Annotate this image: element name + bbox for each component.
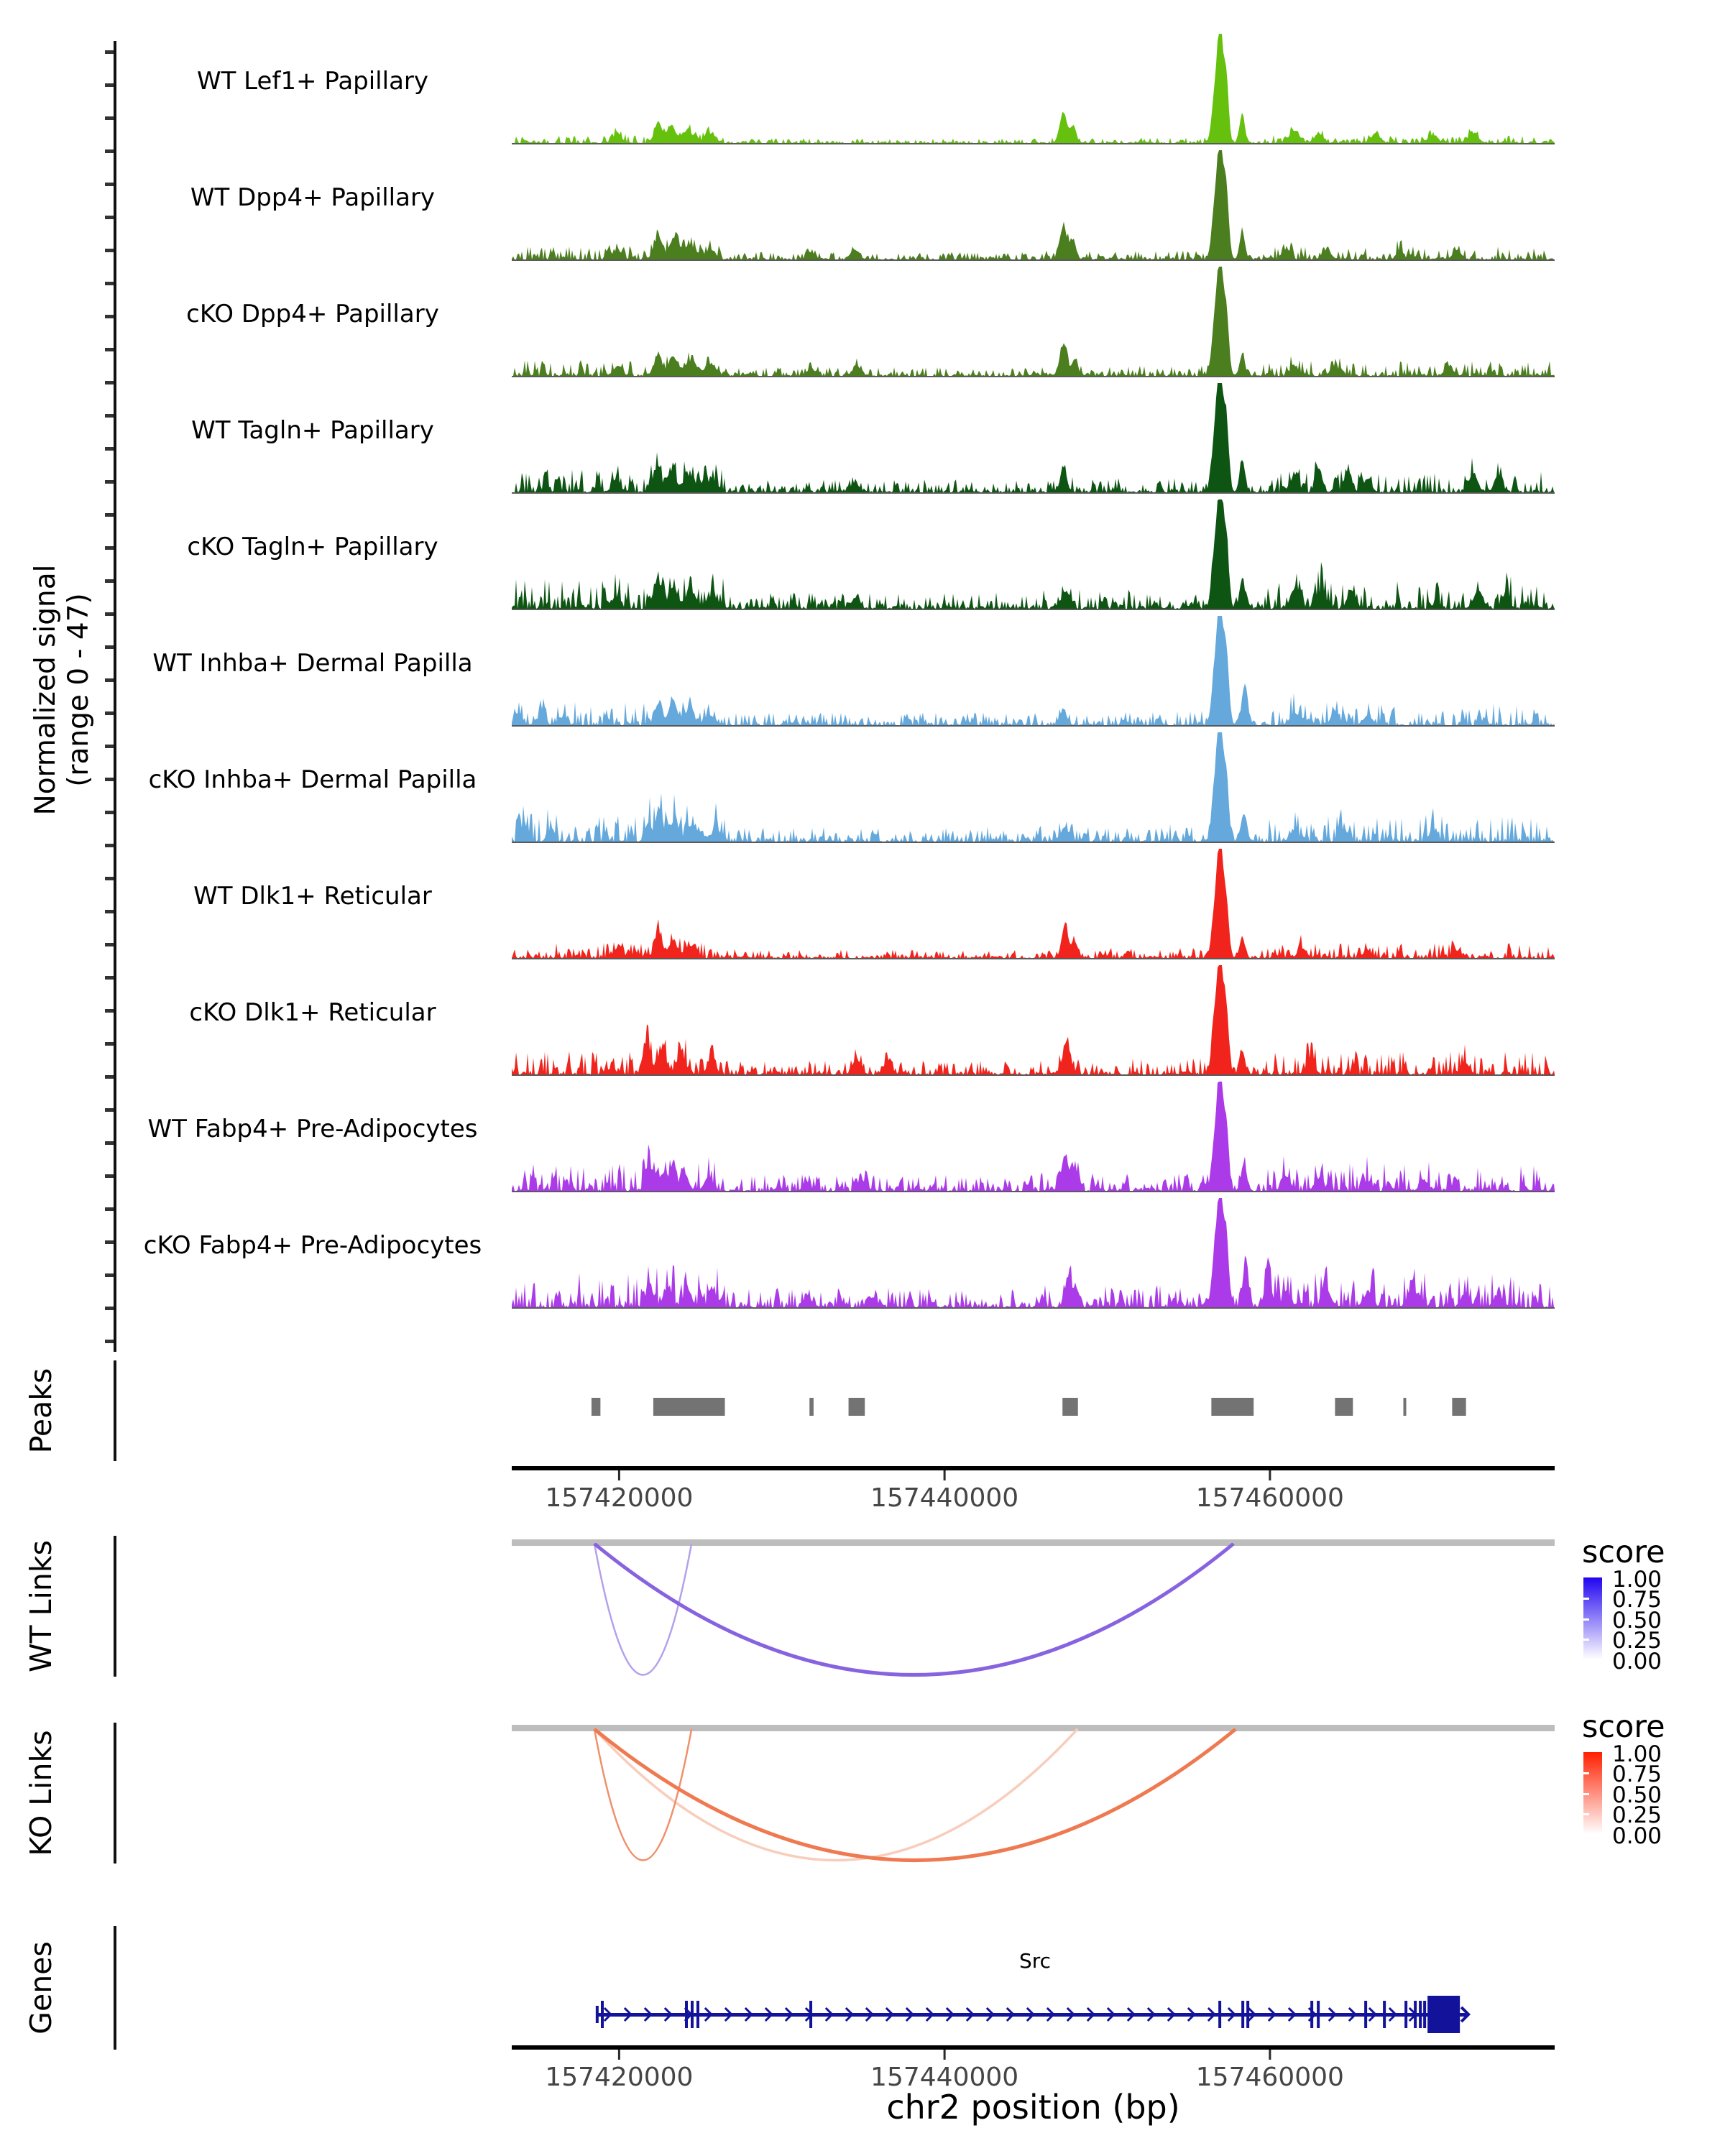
track-baseline-8 [512,1074,1555,1076]
peak-region-3 [849,1398,865,1416]
ko-links-arcs [0,1728,1725,1872]
track-signal-10 [512,1198,1555,1309]
ko-legend-label-3: 0.50 [1612,1782,1662,1808]
track-label-9: WT Fabp4+ Pre-Adipocytes [147,1115,478,1143]
ko-links-section-label: KO Links [24,1730,58,1856]
track-signal-0 [512,34,1555,144]
peak-region-2 [809,1398,814,1416]
genome-axis-tick [618,1470,620,1480]
track-label-7: WT Dlk1+ Reticular [193,882,432,911]
genome-axis-line [512,1466,1555,1470]
wt-legend-label-2: 0.75 [1612,1587,1662,1613]
wt-legend-title: score [1582,1534,1665,1570]
ko-legend-label-4: 0.25 [1612,1802,1662,1828]
track-baseline-3 [512,492,1555,494]
axis-tick-label-1: 157440000 [870,2063,1019,2092]
wt-link-arc-0 [594,1544,691,1675]
genome-axis-tick [618,2050,620,2060]
genome-axis-tick [944,2050,946,2060]
ko-legend-title: score [1582,1709,1665,1745]
peak-region-1 [653,1398,725,1416]
wt-legend-label-1: 1.00 [1612,1567,1662,1593]
wt-link-arc-1 [594,1544,1233,1675]
axis-tick-label-0: 157420000 [545,1483,694,1513]
track-signal-7 [512,849,1555,959]
peak-region-0 [592,1398,600,1416]
track-signal-9 [512,1082,1555,1192]
genes-section-label: Genes [24,1941,58,2035]
genome-axis-tick [1269,1470,1271,1480]
gene-utr-block [1427,1996,1460,2033]
track-label-0: WT Lef1+ Papillary [196,67,429,96]
track-baseline-0 [512,143,1555,144]
peak-region-6 [1335,1398,1353,1416]
wt-links-section-label: WT Links [24,1540,58,1672]
track-signal-3 [512,383,1555,494]
track-baseline-1 [512,259,1555,261]
track-signal-6 [512,732,1555,843]
genome-axis-tick [944,1470,946,1480]
wt-legend-label-3: 0.50 [1612,1608,1662,1634]
wt-links-legend [1578,1534,1725,1674]
track-baseline-5 [512,725,1555,727]
track-baseline-4 [512,609,1555,610]
track-label-8: cKO Dlk1+ Reticular [189,998,436,1027]
track-label-10: cKO Fabp4+ Pre-Adipocytes [143,1231,482,1260]
track-signal-2 [512,267,1555,377]
y-axis-label-line2: (range 0 - 47) [63,593,95,787]
peak-region-5 [1211,1398,1254,1416]
y-axis-label-line1: Normalized signal [29,564,62,816]
genome-axis-tick [1269,2050,1271,2060]
ko-legend-label-1: 1.00 [1612,1741,1662,1767]
track-signal-4 [512,499,1555,610]
track-baseline-9 [512,1191,1555,1192]
track-signal-5 [512,616,1555,727]
ko-link-arc-0 [594,1729,1077,1861]
track-label-2: cKO Dpp4+ Papillary [186,300,439,328]
track-signal-1 [512,150,1555,261]
peak-region-8 [1452,1398,1466,1416]
track-label-6: cKO Inhba+ Dermal Papilla [148,765,477,794]
ko-link-arc-1 [594,1729,691,1861]
ko-link-arc-2 [594,1729,1236,1861]
track-baseline-2 [512,376,1555,377]
axis-tick-label-2: 157460000 [1195,2063,1344,2092]
gene-name-label: Src [1018,1949,1052,1973]
wt-legend-label-4: 0.25 [1612,1628,1662,1654]
peaks-section-label: Peaks [24,1368,58,1454]
axis-tick-label-0: 157420000 [545,2063,694,2092]
axis-tick-label-1: 157440000 [870,1483,1019,1513]
wt-legend-label-5: 0.00 [1612,1649,1662,1674]
track-label-3: WT Tagln+ Papillary [191,416,434,445]
ko-legend-label-2: 0.75 [1612,1761,1662,1787]
gene-model-src [596,1996,1468,2033]
ko-links-legend [1578,1709,1725,1849]
track-signal-8 [512,965,1555,1076]
x-axis-title: chr2 position (bp) [886,2088,1180,2127]
wt-links-arcs [0,1543,1725,1687]
track-label-5: WT Inhba+ Dermal Papilla [152,649,473,678]
track-baseline-7 [512,958,1555,959]
track-label-4: cKO Tagln+ Papillary [187,533,438,561]
peak-region-4 [1062,1398,1078,1416]
track-baseline-6 [512,842,1555,843]
track-label-1: WT Dpp4+ Papillary [190,183,436,212]
axis-tick-label-2: 157460000 [1195,1483,1344,1513]
track-baseline-10 [512,1307,1555,1309]
peak-region-7 [1403,1398,1406,1416]
ko-legend-label-5: 0.00 [1612,1823,1662,1849]
genome-axis-line [512,2045,1555,2050]
